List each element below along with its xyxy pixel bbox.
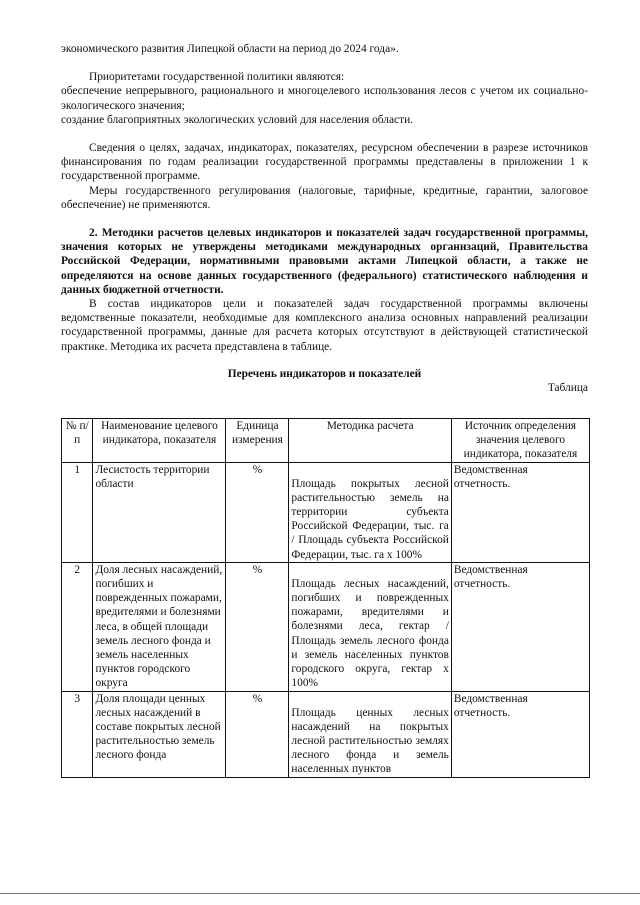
header-indicator-name: Наименование целевого индикатора, показателя [93, 419, 226, 463]
row-source: Ведомственная отчетность. [451, 462, 589, 562]
paragraph-priority-2: создание благоприятных экологических условий для населения области. [61, 113, 414, 126]
row-indicator-name: Доля лесных насаждений, погибших и поврежденных пожарами, вредителями и болезнями леса, в общей площади земель лесного фонда и земель населенных пунктов городского округа [93, 562, 226, 691]
table-row [62, 691, 590, 777]
paragraph-priorities-intro: Приоритетами государственной политики являются: [89, 71, 345, 84]
indicators-table [61, 418, 590, 778]
row-method: Площадь покрытых лесной растительностью земель на территории субъекта Российской Федерации, тыс. га / Площадь субъекта Российской Федерации, тыс. га х 100% [291, 477, 449, 561]
row-method: Площадь ценных лесных насаждений на покрытых лесной растительностью землях лесного фонда и земель населенных пунктов [291, 706, 449, 776]
paragraph-priority-1: обеспечение непрерывного, рационального и многоцелевого использования лесов с учетом их социально-экологического значения; [61, 85, 588, 112]
body-text [61, 42, 588, 395]
table-label: Таблица [547, 382, 588, 395]
header-source: Источник определения значения целевого индикатора, показателя [451, 419, 589, 463]
row-source: Ведомственная отчетность. [451, 562, 589, 691]
table-title: Перечень индикаторов и показателей [227, 367, 422, 380]
header-unit: Единица измерения [226, 419, 289, 463]
row-indicator-name: Лесистость территории области [93, 462, 226, 562]
paragraph-indicators: В состав индикаторов цели и показателей задач государственной программы включены ведомственные показатели, необходимые для комплексного анализа основных направлений реализации государственной программы, данные для расчета которых отсутствуют в действующей статистической практике. Методика их расчета представлена в таблице. [61, 298, 588, 353]
row-method-cell [289, 691, 451, 777]
paragraph-continuation: экономического развития Липецкой области на период до 2024 года». [61, 43, 399, 55]
header-method: Методика расчета [289, 419, 451, 463]
row-number: 1 [62, 462, 93, 562]
table-row [62, 462, 590, 562]
row-method: Площадь лесных насаждений, погибших и поврежденных пожарами, вредителями и болезнями леса, гектар / Площадь земель лесного фонда и земель населенных пунктов городского округа, гектар х 100% [291, 577, 449, 690]
row-unit: % [226, 691, 289, 777]
section-heading: 2. Методики расчетов целевых индикаторов и показателей задач государственной программы, значения которых не утверждены методиками международных организаций, Правительства Российской Федерации, нормативными правовыми актами Липецкой области, а также не определяются на основе данных государственного (федерального) статистического наблюдения и данных бюджетной отчетности. [61, 227, 588, 296]
row-indicator-name: Доля площади ценных лесных насаждений в составе покрытых лесной растительностью земель лесного фонда [93, 691, 226, 777]
table-row [62, 562, 590, 691]
table-header-row [62, 419, 590, 463]
header-number: № п/п [62, 419, 93, 463]
paragraph-regulation: Меры государственного регулирования (налоговые, тарифные, кредитные, гарантии, залоговое обеспечение) не применяются. [61, 184, 588, 211]
row-method-cell [289, 462, 451, 562]
row-unit: % [226, 462, 289, 562]
row-number: 3 [62, 691, 93, 777]
row-source: Ведомственная отчетность. [451, 691, 589, 777]
row-method-cell [289, 562, 451, 691]
row-number: 2 [62, 562, 93, 691]
row-unit: % [226, 562, 289, 691]
paragraph-info: Сведения о целях, задачах, индикаторах, показателях, ресурсном обеспечении в разрезе источников финансирования по годам реализации государственной программы представлены в приложении 1 к государственной программе. [61, 142, 588, 183]
page-bottom-divider [0, 893, 640, 894]
